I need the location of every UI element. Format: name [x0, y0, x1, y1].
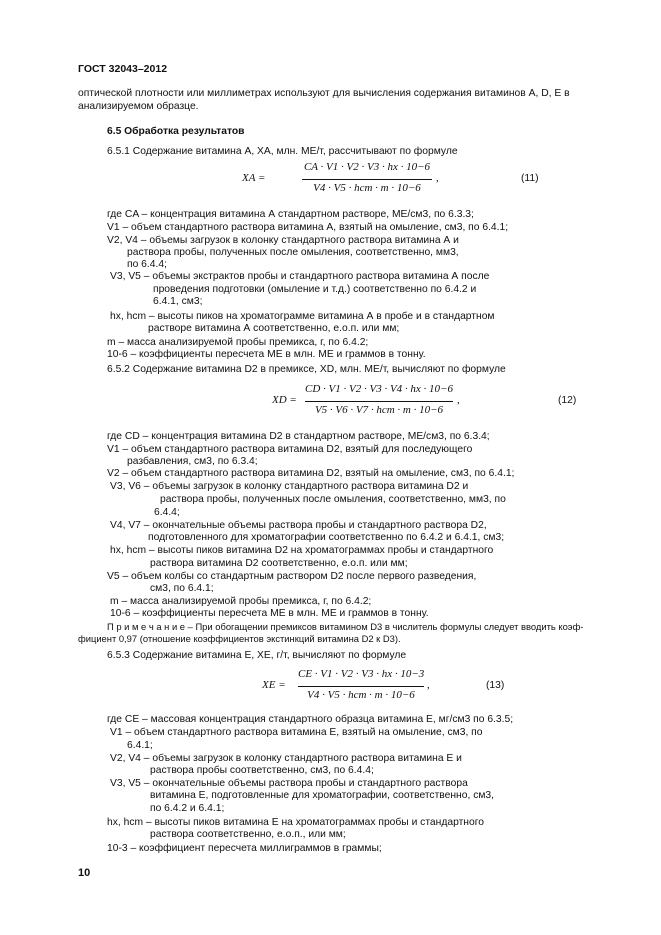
where-11-line-8: 6.4.1, см3;: [153, 296, 203, 307]
where-11-line-6: V3, V5 – объемы экстрактов пробы и стандартного раствора витамина А после: [110, 271, 490, 282]
where-12-line-13: см3, по 6.4.1;: [150, 583, 214, 594]
where-13-line-10: раствора соответственно, е.о.п., или мм;: [150, 829, 346, 840]
where-12-line-9: подготовленного для хроматографии соответственно по 6.4.2 и 6.4.1, см3;: [148, 532, 505, 543]
intro-line-1: оптической плотности или миллиметрах используют для вычисления содержания витаминов А, D, Е в: [78, 88, 570, 99]
formula-12-comma: ,: [457, 394, 460, 406]
formula-11-numerator: CA · V1 · V2 · V3 · hx · 10−6: [303, 161, 431, 173]
where-13-line-9: hx, hcm – высоты пиков витамина Е на хроматограммах пробы и стандартного: [107, 817, 484, 828]
where-12-line-7: 6.4.4;: [154, 507, 180, 518]
where-12-line-3: разбавления, см3, по 6.3.4;: [127, 456, 258, 467]
where-11-line-9: hx, hcm – высоты пиков на хроматограмме витамина А в пробе и в стандартном: [110, 311, 495, 322]
page-number: 10: [78, 867, 91, 879]
where-13-line-8: по 6.4.2 и 6.4.1;: [150, 803, 225, 814]
where-11-line-12: 10-6 – коэффициенты пересчета МЕ в млн. МЕ и граммов в тонну.: [107, 349, 426, 360]
where-12-line-14: m – масса анализируемой пробы премикса, г, по 6.4.2;: [110, 596, 372, 607]
where-13-line-4: V2, V4 – объемы загрузок в колонку стандартного раствора витамина Е и: [110, 753, 462, 764]
where-13-line-5: раствора пробы соответственно, см3, по 6.4.4;: [150, 765, 374, 776]
where-13-line-2: V1 – объем стандартного раствора витамина Е, взятый на омыление, см3, по: [110, 727, 483, 738]
formula-13-denominator: V4 · V5 · hcm · m · 10−6: [307, 689, 415, 701]
formula-13-numerator: CE · V1 · V2 · V3 · hx · 10−3: [298, 668, 425, 680]
paragraph-6-5-1: 6.5.1 Содержание витамина А, XA, млн. МЕ/т, рассчитывают по формуле: [107, 146, 458, 157]
where-12-line-2: V1 – объем стандартного раствора витамина D2, взятый для последующего: [107, 444, 473, 455]
formula-11-comma: ,: [436, 172, 439, 184]
where-13-line-3: 6.4.1;: [127, 740, 153, 751]
section-title: 6.5 Обработка результатов: [107, 126, 245, 137]
where-11-line-7: проведения подготовки (омыление и т.д.) соответственно по 6.4.2 и: [153, 284, 477, 295]
equation-number-11: (11): [521, 173, 539, 184]
where-12-line-15: 10-6 – коэффициенты пересчета МЕ в млн. МЕ и граммов в тонну.: [110, 608, 429, 619]
formula-13-fraction-bar: [298, 686, 424, 687]
equation-number-13: (13): [486, 680, 505, 691]
where-12-line-1: где CD – концентрация витамина D2 в стандартном растворе, МЕ/см3, по 6.3.4;: [107, 431, 490, 442]
document-code: ГОСТ 32043–2012: [78, 63, 168, 75]
formula-11-denominator: V4 · V5 · hcm · m · 10−6: [313, 182, 421, 194]
where-13-line-1: где CE – массовая концентрация стандартного образца витамина Е, мг/см3 по 6.3.5;: [107, 714, 514, 725]
formula-13-comma: ,: [427, 679, 430, 691]
where-11-line-1: где CA – концентрация витамина А стандартном растворе, МЕ/см3, по 6.3.3;: [107, 209, 474, 220]
where-11-line-3: V2, V4 – объемы загрузок в колонку стандартного раствора витамина А и: [107, 235, 459, 246]
paragraph-6-5-3: 6.5.3 Содержание витамина Е, XE, г/т, вычисляют по формуле: [107, 650, 407, 661]
formula-12-fraction-bar: [305, 401, 453, 402]
where-11-line-2: V1 – объем стандартного раствора витамина А, взятый на омыление, см3, по 6.4.1;: [107, 222, 509, 233]
formula-11-lhs: XA =: [242, 172, 266, 184]
where-13-line-11: 10-3 – коэффициент пересчета миллиграммов в граммы;: [107, 843, 382, 854]
where-11-line-10: растворе витамина А соответственно, е.о.п. или мм;: [148, 323, 400, 334]
formula-11-fraction-bar: [302, 179, 432, 180]
note-line-2: фициент 0,97 (отношение коэффициентов экстинкций витамина D2 к D3).: [78, 633, 401, 644]
where-12-line-8: V4, V7 – окончательные объемы раствора пробы и стандартного раствора D2,: [110, 520, 487, 531]
formula-12-lhs: XD =: [272, 394, 297, 406]
where-11-line-11: m – масса анализируемой пробы премикса, г, по 6.4.2;: [107, 337, 369, 348]
paragraph-6-5-2: 6.5.2 Содержание витамина D2 в премиксе, XD, млн. МЕ/т, вычисляют по формуле: [107, 364, 506, 375]
where-11-line-4: раствора пробы, полученных после омыления, соответственно, мм3,: [127, 247, 459, 258]
where-12-line-6: раствора пробы, полученных после омыления, соответственно, мм3, по: [160, 494, 506, 505]
equation-number-12: (12): [558, 395, 577, 406]
where-12-line-11: раствора витамина D2 соответственно, е.о.п. или мм;: [150, 558, 408, 569]
where-11-line-5: по 6.4.4;: [127, 259, 167, 270]
where-13-line-6: V3, V5 – окончательные объемы раствора пробы и стандартного раствора: [110, 778, 468, 789]
formula-12-denominator: V5 · V6 · V7 · hcm · m · 10−6: [314, 404, 444, 416]
where-12-line-12: V5 – объем колбы со стандартным раствором D2 после первого разведения,: [107, 571, 477, 582]
note-line-1: П р и м е ч а н и е – При обогащении премиксов витамином D3 в числитель формулы следует вводить коэф-: [107, 621, 584, 632]
intro-line-2: анализируемом образце.: [78, 101, 199, 112]
where-13-line-7: витамина Е, подготовленные для хроматографии, соответственно, см3,: [150, 790, 495, 801]
where-12-line-4: V2 – объем стандартного раствора витамина D2, взятый на омыление, см3, по 6.4.1;: [107, 468, 515, 479]
formula-13-lhs: XE =: [262, 679, 286, 691]
formula-12-numerator: CD · V1 · V2 · V3 · V4 · hx · 10−6: [305, 383, 453, 395]
where-12-line-5: V3, V6 – объемы загрузок в колонку стандартного раствора витамина D2 и: [110, 481, 469, 492]
where-12-line-10: hx, hcm – высоты пиков витамина D2 на хроматограммах пробы и стандартного: [110, 545, 494, 556]
